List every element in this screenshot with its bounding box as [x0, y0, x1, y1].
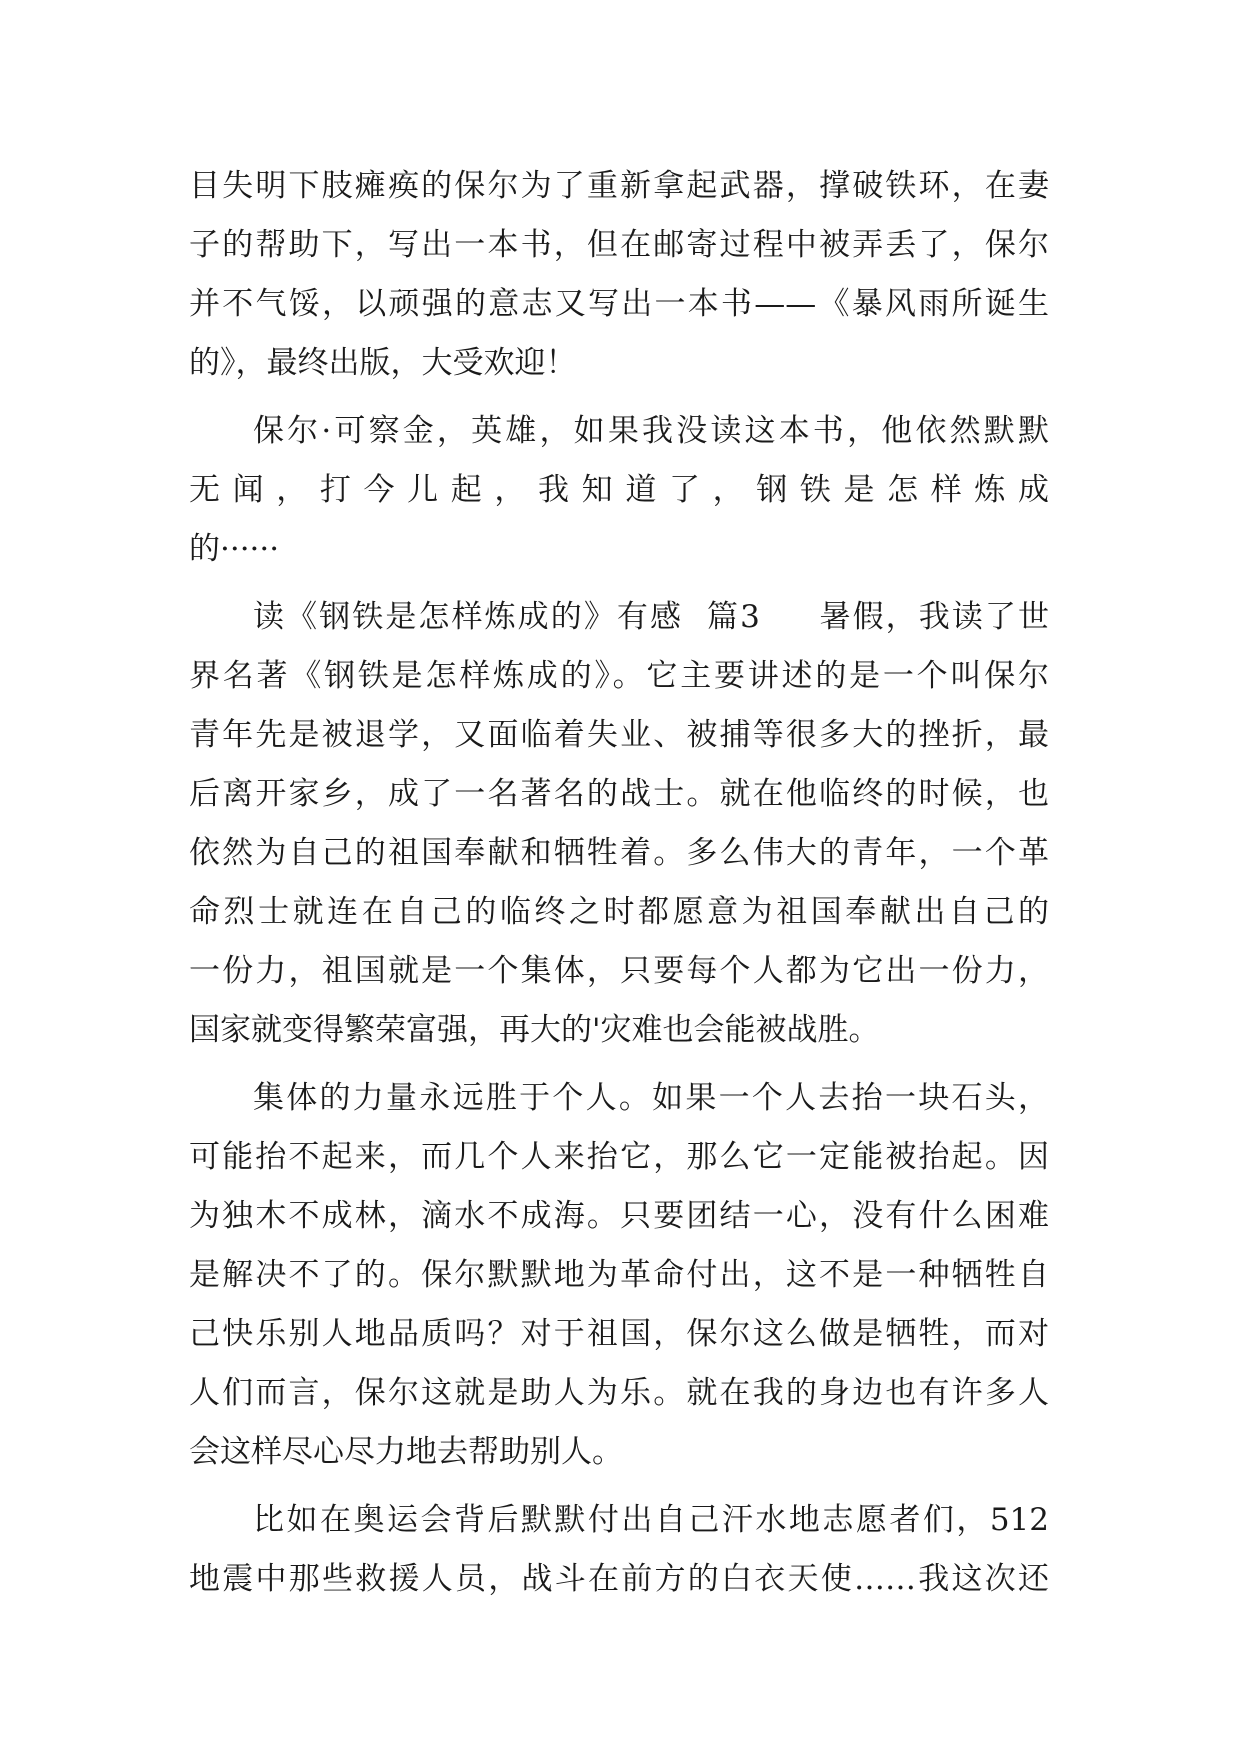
text-line: 国家就变得繁荣富强，再大的'灾难也会能被战胜。: [189, 1012, 880, 1048]
text-line: 是解决不了的。保尔默默地为革命付出，这不是一种牺牲自: [189, 1257, 1049, 1293]
text-line: 会这样尽心尽力地去帮助别人。: [189, 1434, 623, 1470]
paragraph: [189, 402, 1049, 579]
text-line: 人们而言，保尔这就是助人为乐。就在我的身边也有许多人: [189, 1375, 1049, 1411]
document-body: [189, 157, 1049, 1609]
text-line: 集体的力量永远胜于个人。如果一个人去抬一块石头，: [253, 1080, 1049, 1116]
text-line: 无闻，打今儿起，我知道了，钢铁是怎样炼成: [189, 472, 1049, 508]
text-line: 后离开家乡，成了一名著名的战士。就在他临终的时候，也: [189, 776, 1049, 812]
text-line: 可能抬不起来，而几个人来抬它，那么它一定能被抬起。因: [189, 1139, 1049, 1175]
text-line: 一份力，祖国就是一个集体，只要每个人都为它出一份力，: [189, 953, 1049, 989]
text-line: 依然为自己的祖国奉献和牺牲着。多么伟大的青年，一个革: [189, 835, 1049, 871]
paragraph: [189, 157, 1049, 393]
text-line: 读《钢铁是怎样炼成的》有感 篇3 暑假，我读了世: [253, 599, 1049, 635]
text-line: 己快乐别人地品质吗？对于祖国，保尔这么做是牺牲，而对: [189, 1316, 1049, 1352]
text-line: 为独木不成林，滴水不成海。只要团结一心，没有什么困难: [189, 1198, 1049, 1234]
text-line: 并不气馁，以顽强的意志又写出一本书——《暴风雨所诞生: [189, 286, 1049, 322]
text-line: 命烈士就连在自己的临终之时都愿意为祖国奉献出自己的: [189, 894, 1049, 930]
text-line: 子的帮助下，写出一本书，但在邮寄过程中被弄丢了，保尔: [189, 227, 1049, 263]
text-line: 的······: [189, 531, 280, 567]
text-line: 目失明下肢瘫痪的保尔为了重新拿起武器，撑破铁环，在妻: [189, 168, 1049, 204]
text-line: 地震中那些救援人员，战斗在前方的白衣天使……我这次还: [189, 1561, 1049, 1597]
paragraph: [189, 588, 1049, 1060]
paragraph: [189, 1491, 1049, 1609]
text-line: 的》，最终出版，大受欢迎！: [189, 345, 577, 381]
text-line: 比如在奥运会背后默默付出自己汗水地志愿者们，512: [253, 1502, 1049, 1538]
text-line: 界名著《钢铁是怎样炼成的》。它主要讲述的是一个叫保尔: [189, 658, 1049, 694]
text-line: 青年先是被退学，又面临着失业、被捕等很多大的挫折，最: [189, 717, 1049, 753]
text-line: 保尔·可察金，英雄，如果我没读这本书，他依然默默: [253, 413, 1049, 449]
paragraph: [189, 1069, 1049, 1482]
